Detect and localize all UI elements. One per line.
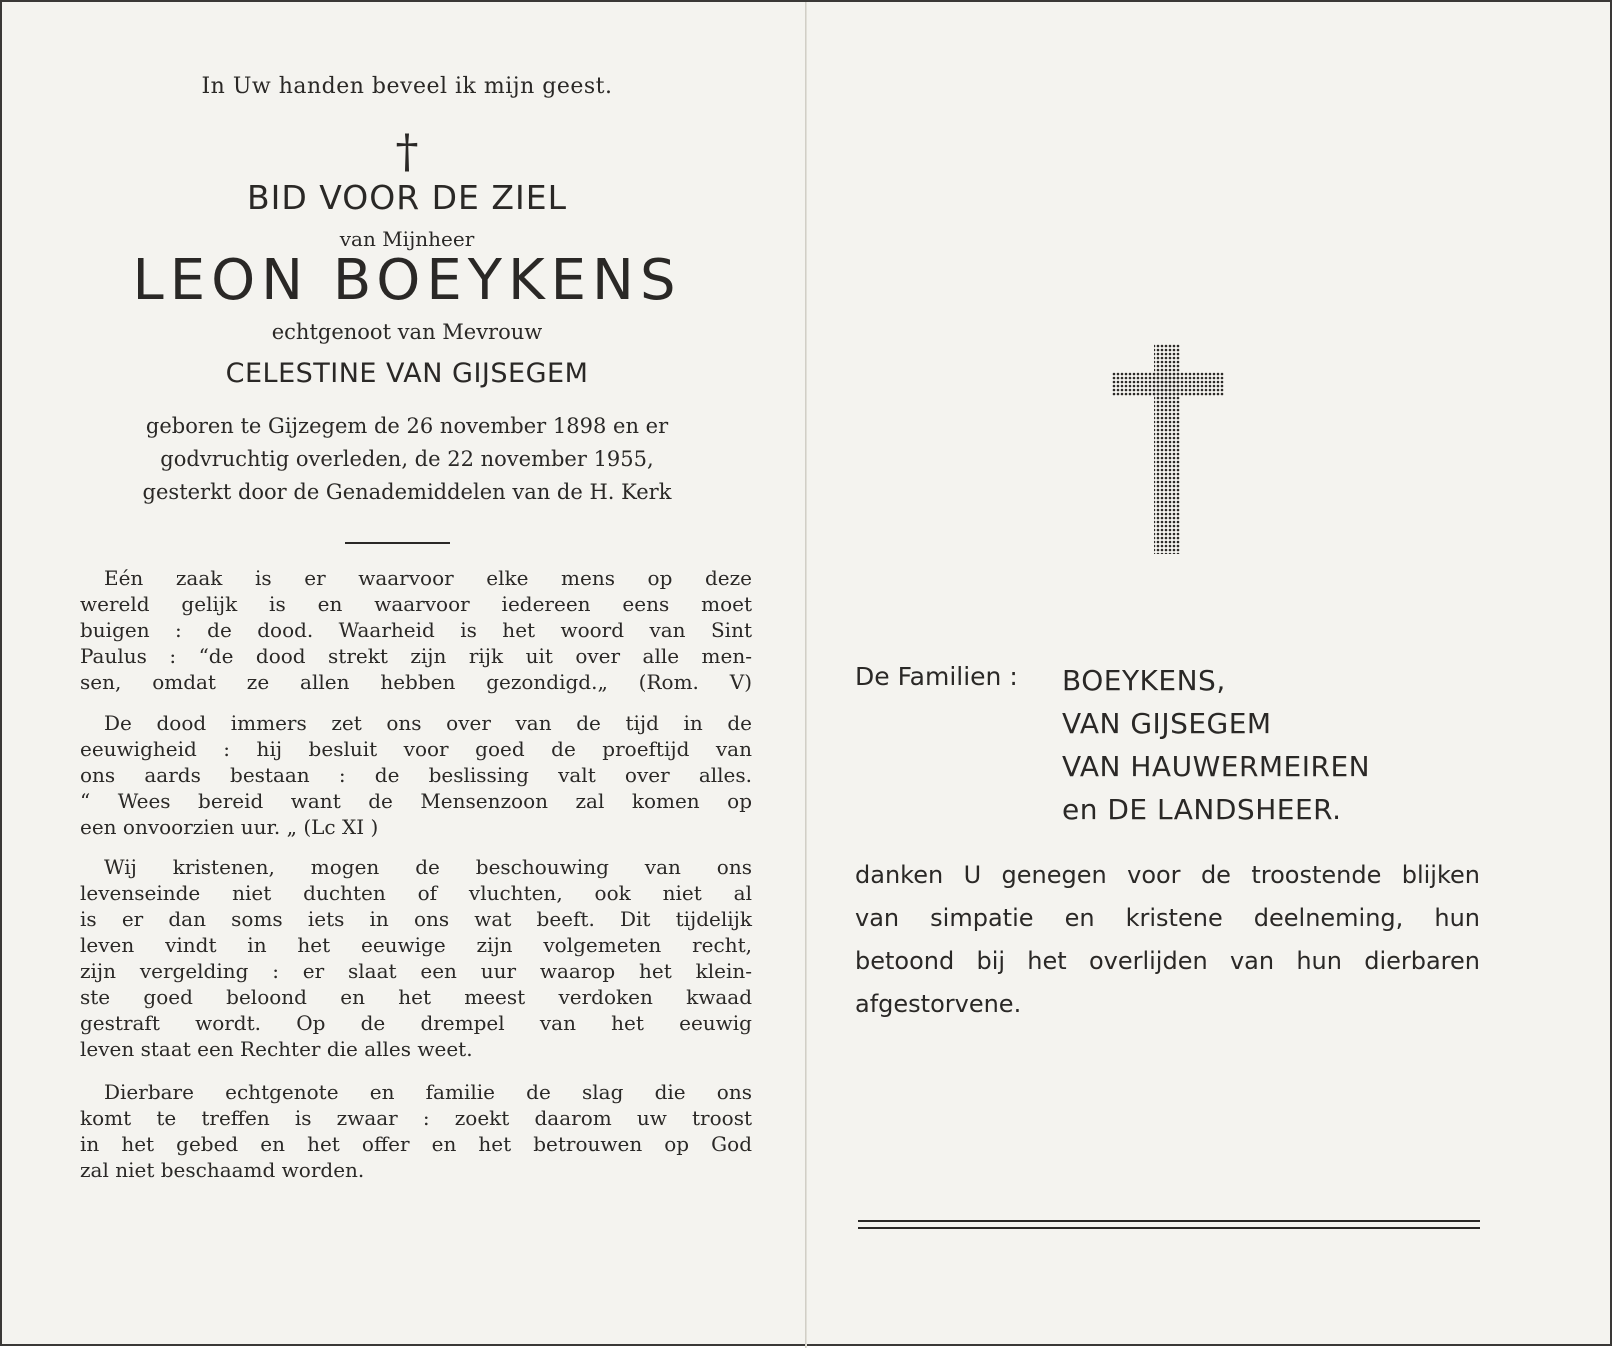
paragraph-line: gestraft wordt. Op de drempel van het eeuwig xyxy=(80,1011,752,1035)
spouse-name: CELESTINE VAN GIJSEGEM xyxy=(225,358,589,389)
thanks-line: betoond bij het overlijden van hun dierbaren xyxy=(855,947,1480,975)
paragraph-1 xyxy=(80,565,752,695)
dotted-cross-icon xyxy=(1112,344,1224,554)
cross-icon: † xyxy=(395,124,419,178)
family-name: VAN HAUWERMEIREN xyxy=(1062,750,1371,783)
right-panel xyxy=(822,2,1582,1348)
families-list xyxy=(1062,659,1370,831)
paragraph-line: zijn vergelding : er slaat een uur waarop het klein- xyxy=(80,959,752,983)
paragraph-line: een onvoorzien uur. „ (Lc XI ) xyxy=(80,815,379,839)
thanks-line: van simpatie en kristene deelneming, hun xyxy=(855,904,1480,932)
paragraph-4 xyxy=(80,1079,752,1183)
paragraph-line: Dierbare echtgenote en familie de slag die ons xyxy=(104,1080,752,1104)
paragraph-2 xyxy=(80,710,752,840)
paragraph-line: Wij kristenen, mogen de beschouwing van ons xyxy=(104,855,752,879)
paragraph-line: Paulus : “de dood strekt zijn rijk uit over alle men- xyxy=(80,644,752,668)
divider xyxy=(345,542,450,544)
paragraph-line: komt te treffen is zwaar : zoekt daarom uw troost xyxy=(80,1106,752,1130)
left-panel xyxy=(62,2,752,1348)
dates-block xyxy=(62,410,752,509)
epigraph: In Uw handen beveel ik mijn geest. xyxy=(201,74,613,99)
deceased-name: LEON BOEYKENS xyxy=(132,248,682,313)
spouse-intro: echtgenoot van Mevrouw xyxy=(271,320,543,344)
paragraph-line: leven staat een Rechter die alles weet. xyxy=(80,1037,473,1061)
dates-line: geboren te Gijzegem de 26 november 1898 en er xyxy=(145,414,669,438)
family-name: VAN GIJSEGEM xyxy=(1062,707,1272,740)
paragraph-line: sen, omdat ze allen hebben gezondigd.„ (Rom. V) xyxy=(80,670,752,694)
thanks-line: afgestorvene. xyxy=(855,990,1022,1018)
paragraph-line: is er dan soms iets in ons wat beeft. Dit tijdelijk xyxy=(80,907,752,931)
thanks-line: danken U genegen voor de troostende blijken xyxy=(855,861,1480,889)
dates-line: gesterkt door de Genademiddelen van de H. Kerk xyxy=(142,480,672,504)
card-fold xyxy=(805,2,807,1348)
paragraph-line: buigen : de dood. Waarheid is het woord van Sint xyxy=(80,618,752,642)
title-line: van Mijnheer xyxy=(339,227,475,251)
thanks-text xyxy=(855,854,1480,1026)
paragraph-line: eeuwigheid : hij besluit voor goed de proeftijd van xyxy=(80,737,752,761)
paragraph-line: De dood immers zet ons over van de tijd in de xyxy=(104,711,752,735)
paragraph-line: zal niet beschaamd worden. xyxy=(80,1158,365,1182)
paragraph-3 xyxy=(80,854,752,1062)
dates-line: godvruchtig overleden, de 22 november 1955, xyxy=(160,447,654,471)
familien-label: De Familien : xyxy=(855,662,1018,691)
paragraph-line: ste goed beloond en het meest verdoken kwaad xyxy=(80,985,752,1009)
double-rule xyxy=(858,1220,1480,1230)
paragraph-line: leven vindt in het eeuwige zijn volgemeten recht, xyxy=(80,933,752,957)
family-name: BOEYKENS, xyxy=(1062,664,1226,697)
paragraph-line: Eén zaak is er waarvoor elke mens op deze xyxy=(104,566,752,590)
heading: BID VOOR DE ZIEL xyxy=(247,178,567,217)
paragraph-line: ons aards bestaan : de beslissing valt over alles. xyxy=(80,763,752,787)
paragraph-line: “ Wees bereid want de Mensenzoon zal komen op xyxy=(80,789,752,813)
family-name: en DE LANDSHEER. xyxy=(1062,793,1342,826)
paragraph-line: wereld gelijk is en waarvoor iedereen eens moet xyxy=(80,592,752,616)
paragraph-line: in het gebed en het offer en het betrouwen op God xyxy=(80,1132,752,1156)
paragraph-line: levenseinde niet duchten of vluchten, ook niet al xyxy=(80,881,752,905)
